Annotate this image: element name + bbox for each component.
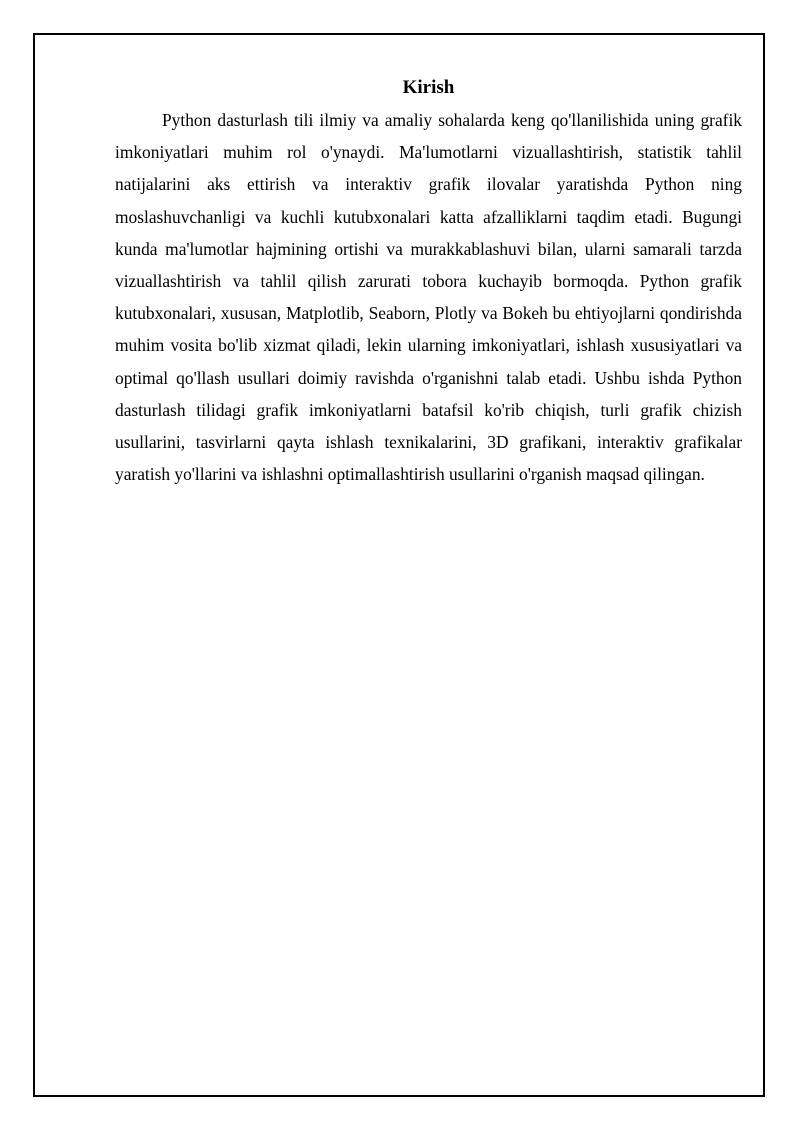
body-paragraph: Python dasturlash tili ilmiy va amaliy sohalarda keng qo'llanilishida uning grafik imkoniyatlari muhim rol o'ynaydi. Ma'lumotlarni vizuallashtirish, statistik tahlil natijalarini aks ettirish va interaktiv grafik ilovalar yaratishda Python ning moslashuvchanligi va kuchli kutubxonalari katta afzalliklarni taqdim etadi. Bugungi kunda ma'lumotlar hajmining ortishi va murakkablashuvi bilan, ularni samarali tarzda vizuallashtirish va tahlil qilish zarurati tobora kuchayib bormoqda. Python grafik kutubxonalari, xususan, Matplotlib, Seaborn, Plotly va Bokeh bu ehtiyojlarni qondirishda muhim vosita bo'lib xizmat qiladi, lekin ularning imkoniyatlari, ishlash xususiyatlari va optimal qo'llash usullari doimiy ravishda o'rganishni talab etadi. Ushbu ishda Python dasturlash tilidagi grafik imkoniyatlarni batafsil ko'rib chiqish, turli grafik chizish usullarini, tasvirlarni qayta ishlash texnikalarini, 3D grafikani, interaktiv grafikalar yaratish yo'llarini va ishlashni optimallashtirish usullarini o'rganish maqsad qilingan. bbox=[115, 110, 742, 485]
page-content bbox=[115, 72, 742, 490]
section-title: Kirish bbox=[402, 77, 455, 98]
